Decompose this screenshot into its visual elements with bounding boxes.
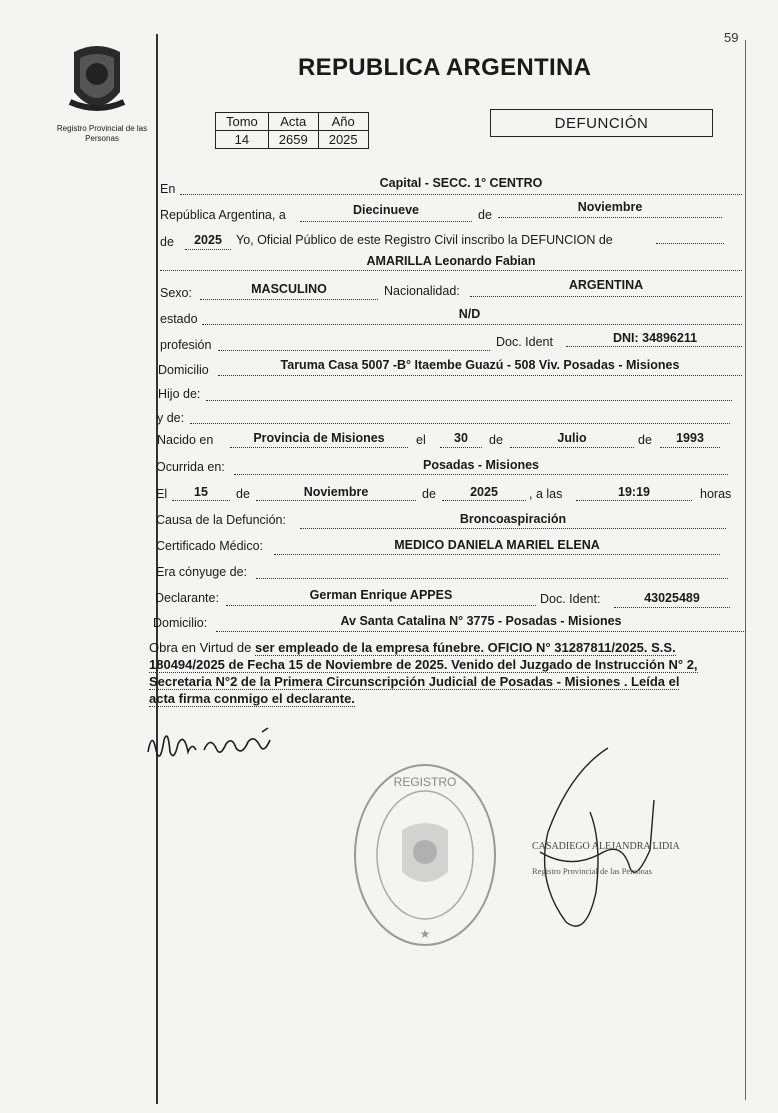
- anio-value: 2025: [318, 131, 368, 149]
- nacido-line: [230, 447, 408, 448]
- domicilio-line: [218, 375, 742, 376]
- svg-text:REGISTRO: REGISTRO: [393, 775, 457, 789]
- record-type-box: DEFUNCIÓN: [490, 109, 713, 137]
- month-value: Noviembre: [577, 200, 643, 214]
- acta-header: Acta: [268, 113, 318, 131]
- de-label: de: [478, 208, 492, 222]
- en-value: Capital - SECC. 1° CENTRO: [379, 176, 543, 190]
- birth-year-line: [660, 447, 720, 448]
- estado-label: estado: [160, 312, 198, 326]
- provincial-registry-logo: [66, 42, 128, 125]
- doc-label: Doc. Ident: [496, 335, 553, 349]
- republica-label: República Argentina, a: [160, 208, 286, 222]
- ocurrida-value: Posadas - Misiones: [422, 458, 539, 472]
- day-value: Diecinueve: [352, 203, 419, 217]
- hijo-line: [206, 400, 732, 401]
- nacido-label: Nacido en: [157, 433, 214, 447]
- de-birth-label: de: [489, 433, 503, 447]
- birth-year: 1993: [676, 431, 704, 445]
- sexo-label: Sexo:: [160, 286, 192, 300]
- domicilio2-value: Av Santa Catalina N° 3775 - Posadas - Misiones: [340, 614, 622, 628]
- registry-seal: [350, 760, 500, 955]
- death-month-line: [256, 500, 416, 501]
- ocurrida-line: [234, 474, 728, 475]
- death-day: 15: [194, 485, 208, 499]
- en-label: En: [160, 182, 176, 196]
- acta-value: 2659: [268, 131, 318, 149]
- oficial-line: [656, 243, 724, 244]
- page-title: REPUBLICA ARGENTINA: [298, 54, 592, 81]
- en-line: [180, 194, 742, 195]
- el2-label: El: [156, 487, 168, 501]
- tomo-acta-anio-table: [215, 112, 369, 149]
- yde-line: [190, 423, 730, 424]
- obra-text-4: acta firma conmigo el declarante.: [149, 691, 355, 706]
- sexo-value: MASCULINO: [251, 282, 327, 296]
- domicilio-label: Domicilio: [158, 363, 209, 377]
- domicilio2-line: [216, 631, 746, 632]
- page-number: 59: [724, 30, 739, 45]
- declarante-line: [226, 605, 536, 606]
- profesion-line: [218, 350, 490, 351]
- oficial-text: Yo, Oficial Público de este Registro Civil inscribo la DEFUNCION de: [236, 233, 613, 247]
- declarante-value: German Enrique APPES: [309, 588, 453, 602]
- name-line: [160, 270, 742, 271]
- certificado-label: Certificado Médico:: [156, 539, 263, 553]
- birth-month: Julio: [557, 431, 587, 445]
- nacido-value: Provincia de Misiones: [253, 431, 385, 445]
- ocurrida-label: Ocurrida en:: [156, 460, 225, 474]
- causa-value: Broncoaspiración: [459, 512, 567, 526]
- sexo-line: [200, 299, 378, 300]
- nacionalidad-line: [470, 296, 742, 297]
- de-year-label: de: [160, 235, 174, 249]
- de-death-year-label: de: [422, 487, 436, 501]
- death-day-line: [172, 500, 230, 501]
- birth-month-line: [510, 447, 634, 448]
- signature-stamp-name: CASADIEGO ALEJANDRA LIDIA: [532, 841, 680, 852]
- obra-text-2: 180494/2025 de Fecha 15 de Noviembre de 2025. Venido del Juzgado de Instrucción N° 2,: [149, 657, 698, 672]
- obra-text-3: Secretaria N°2 de la Primera Circunscripción Judicial de Posadas - Misiones . Leída el: [149, 674, 680, 689]
- conyuge-line: [256, 578, 728, 579]
- conyuge-label: Era cónyuge de:: [156, 565, 248, 579]
- domicilio-value: Taruma Casa 5007 -B° Itaembe Guazú - 508 Viv. Posadas - Misiones: [280, 358, 680, 372]
- death-year-line: [442, 500, 526, 501]
- doc2-label: Doc. Ident:: [540, 592, 601, 606]
- certificado-line: [274, 554, 720, 555]
- svg-text:★: ★: [419, 927, 431, 941]
- obra-paragraph: [149, 639, 749, 707]
- obra-prefix: Obra en Virtud de: [149, 640, 252, 655]
- handwritten-annotation: [144, 722, 284, 775]
- causa-line: [300, 528, 726, 529]
- horas-label: horas: [700, 487, 732, 501]
- doc2-line: [614, 607, 730, 608]
- year-line: [185, 249, 231, 250]
- hijo-label: Hijo de:: [158, 387, 201, 401]
- de-death-label: de: [236, 487, 250, 501]
- death-time-line: [576, 500, 692, 501]
- doc2-value: 43025489: [644, 591, 700, 605]
- right-margin-line: [745, 40, 746, 1100]
- de-birth-year-label: de: [638, 433, 652, 447]
- declarante-label: Declarante:: [155, 591, 219, 605]
- deceased-name: AMARILLA Leonardo Fabian: [366, 254, 536, 268]
- causa-label: Causa de la Defunción:: [156, 513, 286, 527]
- estado-value: N/D: [458, 307, 481, 321]
- estado-line: [202, 324, 742, 325]
- death-year: 2025: [470, 485, 498, 499]
- year-value: 2025: [194, 233, 222, 247]
- nacionalidad-label: Nacionalidad:: [384, 284, 460, 298]
- doc-value: DNI: 34896211: [612, 331, 698, 345]
- doc-line: [566, 346, 742, 347]
- birth-day-line: [440, 447, 482, 448]
- anio-header: Año: [318, 113, 368, 131]
- signature-stamp-title: Registro Provincial de las Personas: [532, 866, 652, 876]
- death-time: 19:19: [618, 485, 650, 499]
- nacionalidad-value: ARGENTINA: [568, 278, 644, 292]
- profesion-label: profesión: [160, 338, 212, 352]
- birth-day: 30: [454, 431, 468, 445]
- death-month: Noviembre: [303, 485, 369, 499]
- alas-label: , a las: [529, 487, 563, 501]
- tomo-header: Tomo: [216, 113, 269, 131]
- el-label: el: [416, 433, 426, 447]
- month-line: [498, 217, 722, 218]
- tomo-value: 14: [216, 131, 269, 149]
- day-line: [300, 221, 472, 222]
- obra-text-1: ser empleado de la empresa fúnebre. OFICIO N° 31287811/2025. S.S.: [255, 640, 676, 655]
- certificado-value: MEDICO DANIELA MARIEL ELENA: [394, 538, 600, 552]
- domicilio2-label: Domicilio:: [153, 616, 208, 630]
- yde-label: y de:: [157, 411, 185, 425]
- registry-label: Registro Provincial de las Personas: [56, 124, 148, 143]
